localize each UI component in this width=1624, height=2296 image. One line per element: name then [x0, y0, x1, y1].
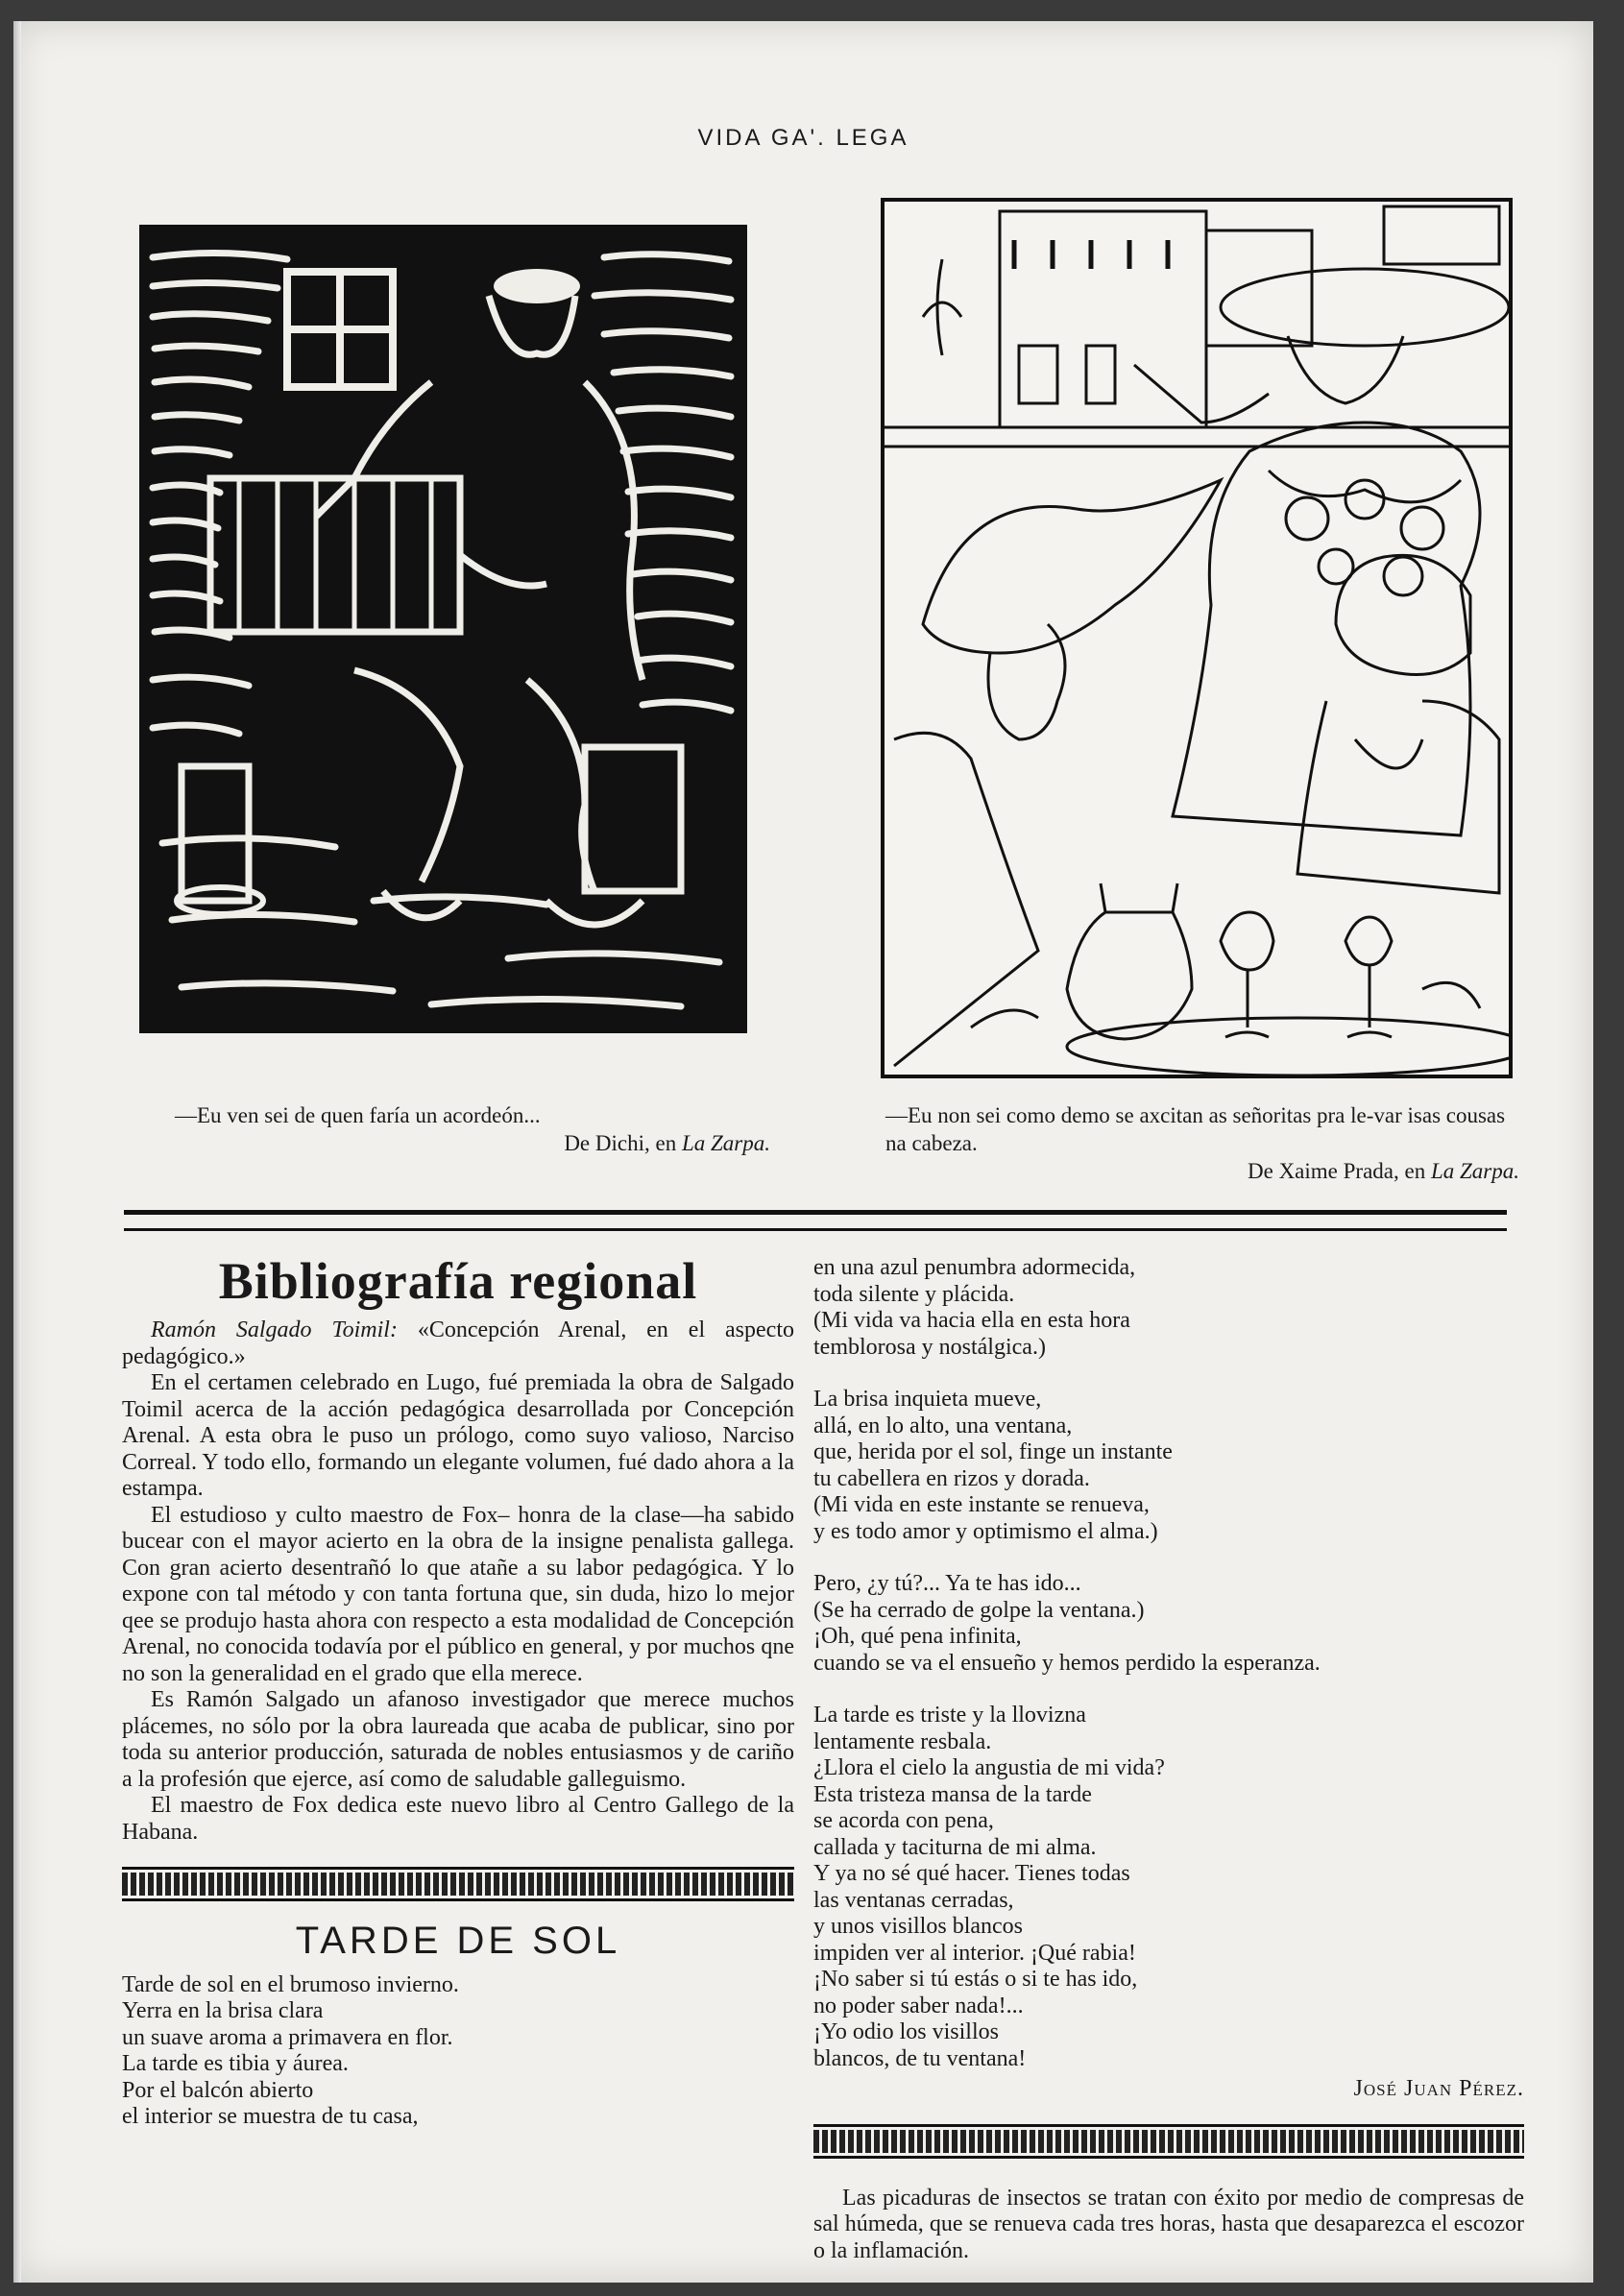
poem-line: toda silente y plácida. [813, 1281, 1015, 1307]
ornamental-divider [122, 1867, 794, 1901]
poem-line: y es todo amor y optimismo el alma.) [813, 1518, 1158, 1544]
bibliography-work: «Concepción Arenal, en el aspecto pedagógico.» [122, 1317, 794, 1369]
poem-author: José Juan Pérez. [1353, 2076, 1524, 2101]
poem-line: blancos, de tu ventana! [813, 2045, 1027, 2071]
bibliography-paragraph: En el certamen celebrado en Lugo, fué premiada la obra de Salgado Toimil acerca de la acción pedagógica desarrollada por Concepción Arenal. A esta obra le puso un prólogo, como suyo valioso, Narciso Correal. Y todo ello, formando un elegante volumen, fué dado ahora a la estampa. [122, 1370, 794, 1501]
poem-line: (Mi vida va hacia ella en esta hora [813, 1308, 1130, 1333]
left-caption-text: —Eu ven sei de quen faría un acordeón... [175, 1103, 541, 1127]
poem-line: se acorda con pena, [813, 1808, 994, 1833]
poem-line: Y ya no sé qué hacer. Tienes todas [813, 1861, 1130, 1886]
poem-line: en una azul penumbra adormecida, [813, 1255, 1136, 1280]
bibliography-heading: Bibliografía regional [218, 1252, 698, 1310]
bibliography-paragraph: Es Ramón Salgado un afanoso investigador que merece muchos plácemes, no sólo por la obra laureada que acaba de publicar, sino por toda su anterior producción, saturada de nobles entusiasmos y de cariño a la profesión que ejerce, así como de saludable galleguismo. [122, 1687, 794, 1792]
running-head: VIDA GA'. LEGA [697, 125, 909, 151]
left-column [122, 1252, 794, 2157]
poem-stanza [813, 1255, 1524, 1361]
page-binding-edge [13, 21, 21, 2283]
poem-line: cuando se va el ensueño y hemos perdido la esperanza. [813, 1650, 1321, 1676]
right-credit-source: La Zarpa. [1430, 1159, 1519, 1183]
bibliography-paragraph: El estudioso y culto maestro de Fox– honra de la clase—ha sabido bucear con el mayor acierto en la obra de la insigne penalista gallega. Con gran acierto desentrañó lo que atañe a su labor pedagógica. Y lo expone con tal método y con tanta fortuna que, sin duda, hizo lo mejor qee se produjo hasta ahora con respecto a esta modalidad de Concepción Arenal, no conocida todavía por el público en general, y por muchos qne no son la generalidad en el grado que ella merece. [122, 1502, 794, 1686]
magazine-page [13, 21, 1593, 2283]
poem-title: TARDE DE SOL [295, 1920, 621, 1962]
poem-line: Tarde de sol en el brumoso invierno. [122, 1971, 459, 1997]
poem-stanza [813, 1571, 1524, 1677]
poem-line: el interior se muestra de tu casa, [122, 2104, 419, 2129]
poem-line: ¡No saber si tú estás o si te has ido, [813, 1967, 1138, 1992]
poem-line: impiden ver al interior. ¡Qué rabia! [813, 1940, 1136, 1966]
poem-line: Yerra en la brisa clara [122, 1998, 324, 2023]
poem-line: callada y taciturna de mi alma. [813, 1834, 1097, 1860]
poem-line: ¿Llora el cielo la angustia de mi vida? [813, 1755, 1165, 1780]
poem-line: tu cabellera en rizos y dorada. [813, 1465, 1090, 1491]
poem-verse-left [122, 1972, 794, 2131]
left-figure-caption [175, 1101, 770, 1157]
ornamental-divider [813, 2124, 1524, 2159]
poem-stanza [813, 1703, 1524, 2072]
left-credit-prefix: De Dichi, en [564, 1131, 682, 1155]
bibliography-intro [122, 1317, 794, 1370]
poem-line: que, herida por el sol, finge un instante [813, 1439, 1173, 1464]
left-credit-source: La Zarpa. [681, 1131, 770, 1155]
woodcut-accordion-player-illustration [139, 225, 747, 1033]
poem-line: allá, en lo alto, una ventana, [813, 1413, 1073, 1438]
poem-line: y unos visillos blancos [813, 1914, 1024, 1939]
poem-verse-right [813, 1255, 1524, 2072]
poem-line: Esta tristeza mansa de la tarde [813, 1781, 1092, 1807]
right-caption-text: —Eu non sei como demo se axcitan as señoritas pra le-var isas cousas na cabeza. [885, 1103, 1506, 1155]
poem-line: temblorosa y nostálgica.) [813, 1334, 1046, 1360]
right-credit-prefix: De Xaime Prada, en [1248, 1159, 1431, 1183]
poem-line: La tarde es triste y la llovizna [813, 1703, 1086, 1728]
bibliography-paragraph: El maestro de Fox dedica este nuevo libro al Centro Gallego de la Habana. [122, 1793, 794, 1845]
ladies-with-hats-illustration [881, 198, 1513, 1078]
accordion-player-drawing [143, 229, 743, 1029]
right-figure-caption [885, 1101, 1519, 1185]
poem-line: Pero, ¿y tú?... Ya te has ido... [813, 1571, 1081, 1596]
poem-line: La brisa inquieta mueve, [813, 1387, 1042, 1412]
poem-stanza [813, 1387, 1524, 1545]
poem-line: no poder saber nada!... [813, 1993, 1024, 2018]
poem-line: lentamente resbala. [813, 1728, 992, 1754]
poem-stanza [122, 1972, 794, 2131]
right-column [813, 1255, 1524, 2264]
poem-line: Por el balcón abierto [122, 2077, 314, 2103]
poem-line: La tarde es tibia y áurea. [122, 2051, 349, 2076]
cafe-scene-drawing [885, 202, 1509, 1075]
poem-line: (Se ha cerrado de golpe la ventana.) [813, 1597, 1145, 1623]
poem-line: ¡Yo odio los visillos [813, 2019, 999, 2044]
poem-line: ¡Oh, qué pena infinita, [813, 1624, 1022, 1649]
health-note: Las picaduras de insectos se tratan con éxito por medio de compresas de sal húmeda, que se renueva cada tres horas, hasta que desaparezca el escozor o la inflamación. [813, 2185, 1524, 2263]
right-caption-credit [885, 1157, 1519, 1185]
poem-line: (Mi vida en este instante se renueva, [813, 1492, 1150, 1517]
left-caption-credit [175, 1129, 770, 1157]
section-divider-rule [124, 1210, 1507, 1231]
poem-line: un suave aroma a primavera en flor. [122, 2024, 453, 2050]
bibliography-author: Ramón Salgado Toimil: [151, 1317, 398, 1342]
poem-line: las ventanas cerradas, [813, 1887, 1014, 1913]
